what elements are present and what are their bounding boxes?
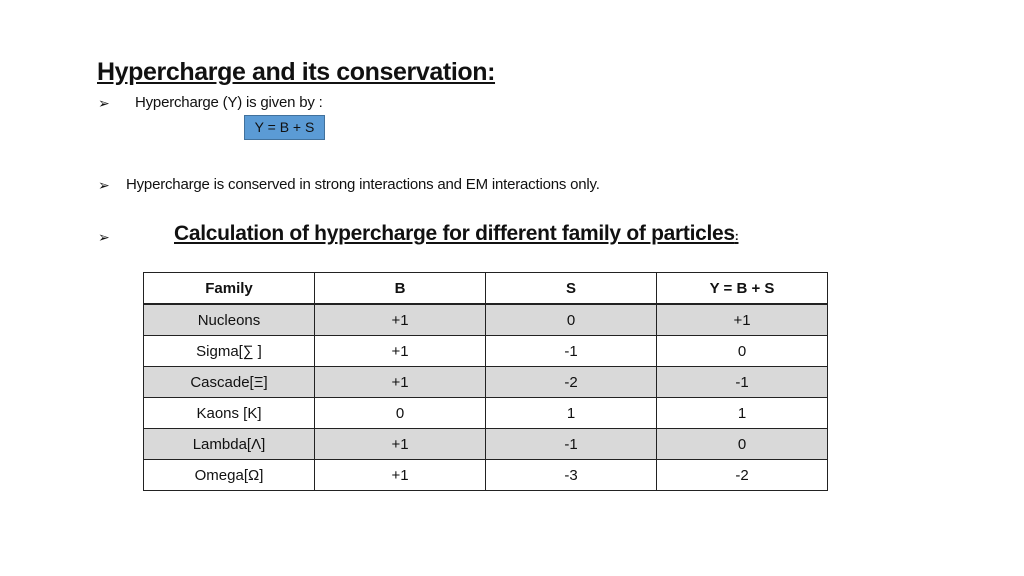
header-b: B (315, 273, 486, 305)
cell-family: Omega[Ω] (144, 460, 315, 491)
cell-b: 0 (315, 398, 486, 429)
cell-y: 0 (657, 429, 828, 460)
slide-title: Hypercharge and its conservation: (97, 58, 496, 86)
hypercharge-table (143, 272, 828, 491)
arrow-bullet-icon: ➢ (98, 95, 110, 111)
cell-b: +1 (315, 336, 486, 367)
cell-family: Kaons [K] (144, 398, 315, 429)
bullet-hypercharge-definition: Hypercharge (Y) is given by : (135, 94, 323, 111)
bullet-conservation-statement: Hypercharge is conserved in strong interactions and EM interactions only. (126, 176, 600, 193)
calculation-heading (174, 222, 739, 246)
table-header-row (144, 273, 828, 305)
cell-y: -1 (657, 367, 828, 398)
table-row (144, 336, 828, 367)
cell-s: 0 (486, 304, 657, 336)
cell-b: +1 (315, 460, 486, 491)
cell-y: -2 (657, 460, 828, 491)
cell-s: -3 (486, 460, 657, 491)
header-family: Family (144, 273, 315, 305)
cell-family: Sigma[∑ ] (144, 336, 315, 367)
arrow-bullet-icon: ➢ (98, 229, 110, 245)
cell-b: +1 (315, 304, 486, 336)
table-row (144, 429, 828, 460)
calculation-heading-colon: : (734, 229, 739, 243)
cell-b: +1 (315, 367, 486, 398)
cell-b: +1 (315, 429, 486, 460)
arrow-bullet-icon: ➢ (98, 177, 110, 193)
table-row (144, 367, 828, 398)
header-s: S (486, 273, 657, 305)
cell-family: Cascade[Ξ] (144, 367, 315, 398)
table-row (144, 304, 828, 336)
calculation-heading-text: Calculation of hypercharge for different family of particles (174, 222, 735, 245)
cell-y: 1 (657, 398, 828, 429)
cell-family: Lambda[Λ] (144, 429, 315, 460)
cell-s: -1 (486, 429, 657, 460)
table-row (144, 460, 828, 491)
cell-s: -1 (486, 336, 657, 367)
cell-s: -2 (486, 367, 657, 398)
cell-family: Nucleons (144, 304, 315, 336)
cell-y: +1 (657, 304, 828, 336)
header-y: Y = B + S (657, 273, 828, 305)
formula-box: Y = B + S (244, 115, 325, 140)
cell-y: 0 (657, 336, 828, 367)
cell-s: 1 (486, 398, 657, 429)
table-row (144, 398, 828, 429)
